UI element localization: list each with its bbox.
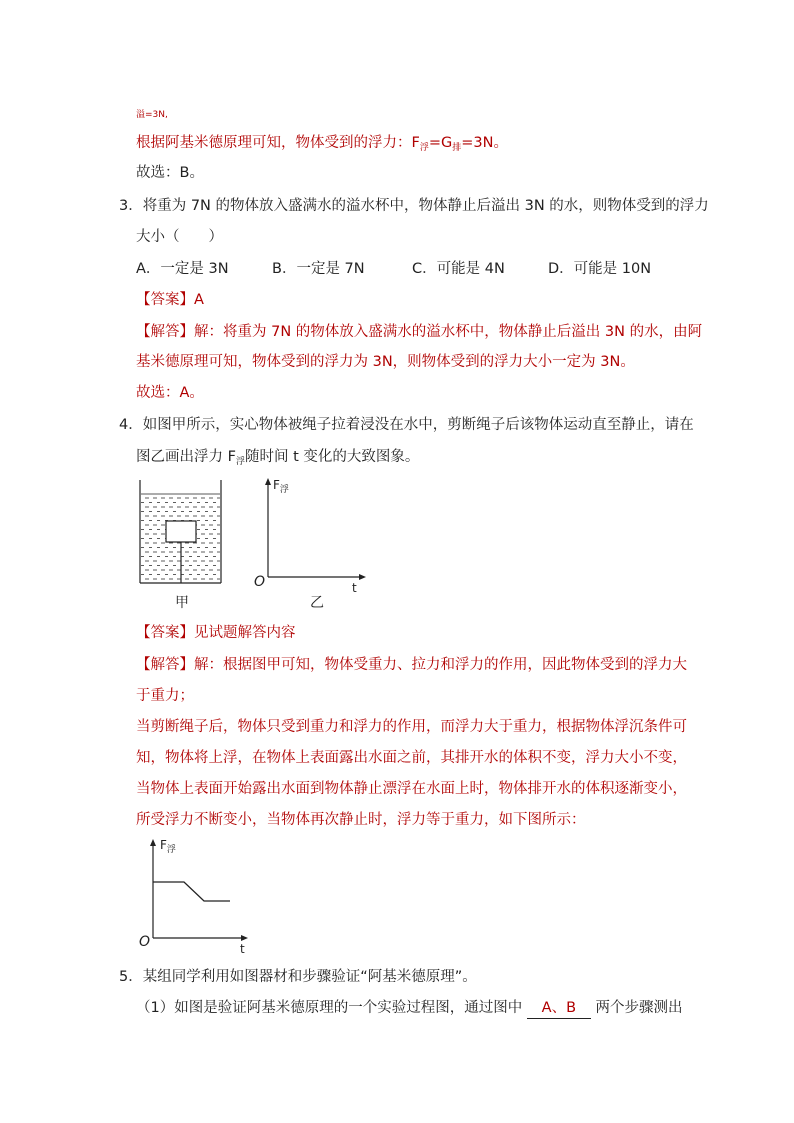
question-3-text: 3．将重为 7N 的物体放入盛满水的溢水杯中，物体静止后溢出 3N 的水，则物体受到的浮力 [119,198,709,214]
answer-axis-label-f [160,838,176,855]
q4-explanation-5: 当物体上表面开始露出水面到物体静止漂浮在水面上时，物体排开水的体积逐渐变小， [136,781,687,797]
answer-graph [136,836,256,948]
q3-explanation-2: 基米德原理可知，物体受到的浮力为 3N，则物体受到的浮力大小一定为 3N。 [136,354,635,370]
subscript: 浮 [279,485,289,495]
answer-axis-label-t: t [240,942,245,956]
overflow-subscript-text: 溢=3N, [136,110,168,120]
y-axis-arrow [150,839,156,846]
empty-axes-figure [248,476,368,600]
explanation-tag: 【解答】 [136,324,194,340]
explanation-text: 解：根据图甲可知，物体受重力、拉力和浮力的作用，因此物体受到的浮力大 [194,657,687,673]
archimedes-statement [136,133,508,158]
figure-label-jia: 甲 [175,595,189,611]
q4-explanation-1 [136,655,687,675]
buoyancy-curve [153,882,230,901]
subscript: 浮 [166,845,176,855]
solid-object [166,521,196,542]
q3-answer [136,290,204,310]
option-b: B．一定是 7N [272,261,365,277]
option-d: D．可能是 10N [548,261,652,277]
subscript: 排 [452,143,462,153]
explanation-text: 解：将重为 7N 的物体放入盛满水的溢水杯中，物体静止后溢出 3N 的水，由阿 [194,324,703,340]
text: 两个步骤测出 [595,1000,683,1016]
q4-explanation-6: 所受浮力不断变小，当物体再次静止时，浮力等于重力，如下图所示： [136,812,586,828]
text: 根据阿基米德原理可知，物体受到的浮力：F [136,135,420,151]
text: 随时间 t 变化的大致图象。 [244,449,420,465]
text: =G [428,135,453,151]
choice-line: 故选：B。 [136,165,204,181]
question-3-text-cont: 大小（ ） [136,229,223,245]
figure-label-yi: 乙 [310,595,324,611]
answer-tag: 【答案】 [136,625,194,641]
option-a: A．一定是 3N [136,261,229,277]
text: F [273,478,280,492]
axis-label-f [273,478,289,495]
q3-explanation-1 [136,322,702,342]
answer-axis-origin: O [139,934,151,950]
axis-label-t: t [352,581,357,595]
container-figure [136,476,226,584]
explanation-tag: 【解答】 [136,657,194,673]
q3-choice: 故选：A。 [136,385,204,401]
q4-explanation-3: 当剪断绳子后，物体只受到重力和浮力的作用，而浮力大于重力，根据物体浮沉条件可 [136,719,687,735]
q4-explanation-2: 于重力； [136,688,194,704]
answer-continuation [136,100,168,125]
question-4-text-cont [136,447,419,472]
text: =3N。 [461,135,508,151]
text: 图乙画出浮力 F [136,449,236,465]
x-axis-arrow [359,574,366,580]
option-c: C．可能是 4N [412,261,505,277]
answer-tag: 【答案】 [136,292,194,308]
subscript: 浮 [235,457,245,467]
text: （1）如图是验证阿基米德原理的一个实验过程图，通过图中 [136,1000,523,1016]
question-4-text: 4．如图甲所示，实心物体被绳子拉着浸没在水中，剪断绳子后该物体运动直至静止，请在 [119,417,694,433]
x-axis-arrow [241,935,248,941]
question-5-text: 5．某组同学利用如图器材和步骤验证“阿基米德原理”。 [119,969,477,985]
answer-value: A [194,292,204,308]
question-5-part-1 [136,998,682,1019]
answer-value: 见试题解答内容 [194,625,296,641]
q4-answer [136,623,296,643]
fill-in-blank-answer: A、B [527,998,591,1019]
subscript: 浮 [419,143,429,153]
y-axis-arrow [265,478,271,485]
q4-explanation-4: 知，物体将上浮，在物体上表面露出水面之前，其排开水的体积不变，浮力大小不变， [136,750,687,766]
text: F [160,838,167,852]
axis-origin: O [254,574,266,590]
